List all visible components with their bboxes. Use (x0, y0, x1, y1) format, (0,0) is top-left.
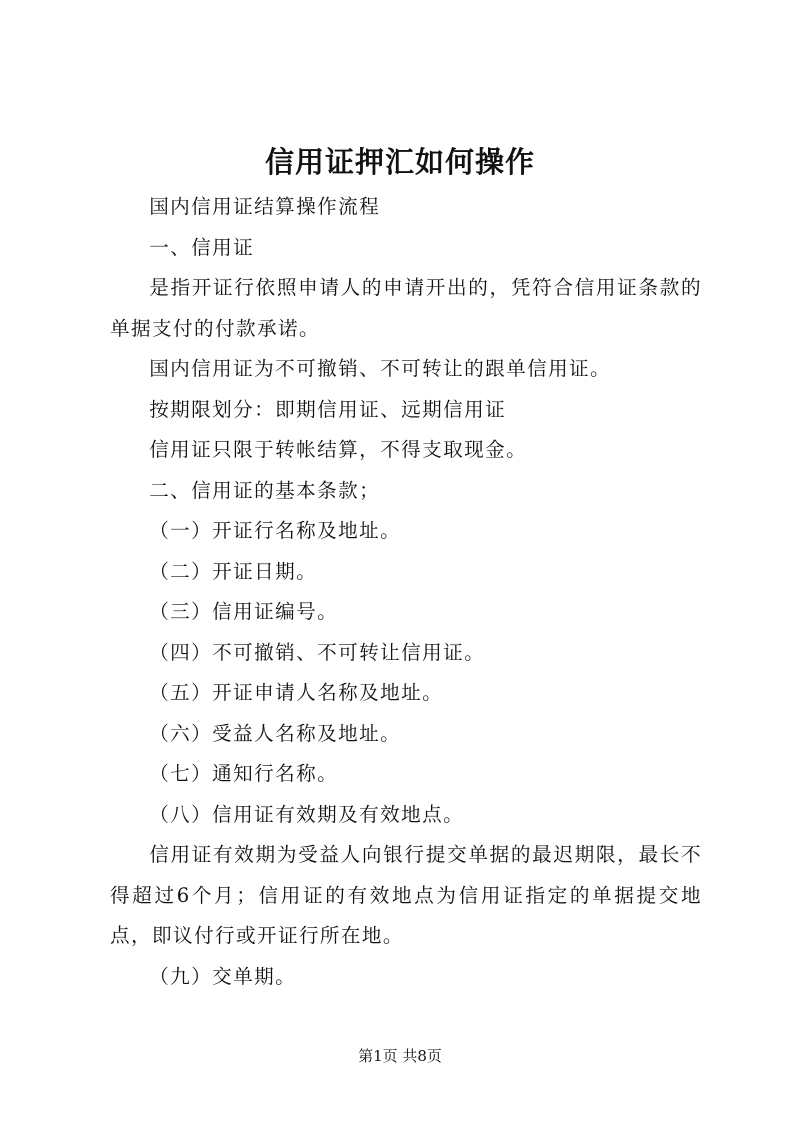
paragraph: 按期限划分：即期信用证、远期信用证 (149, 397, 507, 421)
paragraph: 国内信用证为不可撤销、不可转让的跟单信用证。 (149, 357, 612, 380)
paragraph: 信用证有效期为受益人向银行提交单据的最迟期限，最长不得超过6个月；信用证的有效地点为信用证指定的单据提交地点，即议付行或开证行所在地。 (110, 843, 702, 947)
paragraph: （九）交单期。 (149, 964, 297, 988)
paragraph: （四）不可撤销、不可转让信用证。 (149, 640, 486, 664)
paragraph: （七）通知行名称。 (149, 762, 339, 785)
paragraph: 是指开证行依照申请人的申请开出的，凭符合信用证条款的单据支付的付款承诺。 (110, 276, 702, 340)
paragraph: （一）开证行名称及地址。 (149, 519, 402, 542)
document-title: 信用证押汇如何操作 (264, 145, 535, 179)
paragraph: （二）开证日期。 (149, 559, 318, 583)
document-body (110, 187, 702, 997)
paragraph: （八）信用证有效期及有效地点。 (149, 802, 465, 826)
paragraph: 二、信用证的基本条款； (149, 478, 381, 502)
paragraph: （六）受益人名称及地址。 (149, 721, 402, 745)
paragraph: 国内信用证结算操作流程 (149, 195, 381, 218)
paragraph: （五）开证申请人名称及地址。 (149, 681, 444, 704)
paragraph: 信用证只限于转帐结算，不得支取现金。 (149, 438, 528, 461)
page-footer: 第1页 共8页 (358, 1047, 442, 1065)
paragraph: 一、信用证 (149, 235, 255, 259)
paragraph: （三）信用证编号。 (149, 600, 339, 623)
